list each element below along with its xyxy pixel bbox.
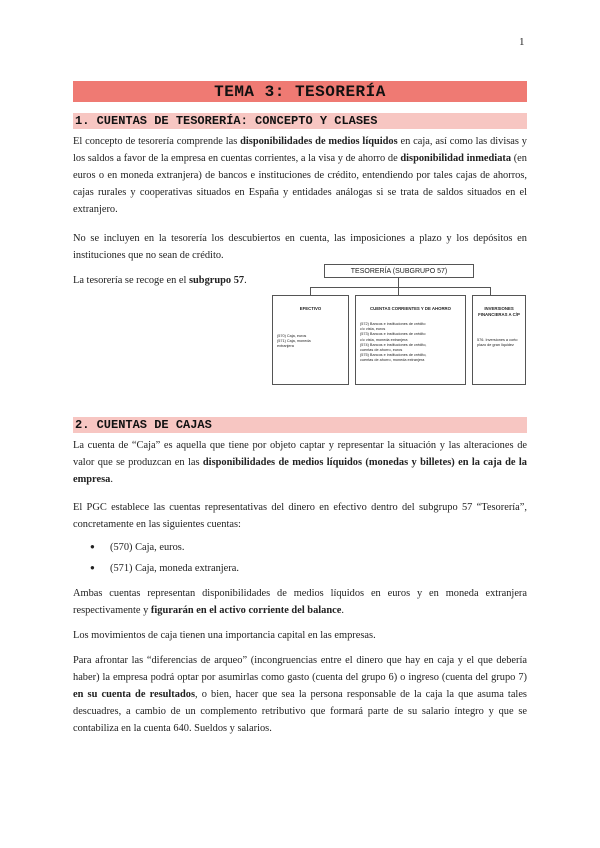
diagram-item: plazo de gran liquidez [477,343,514,348]
diagram-item: extranjera [277,344,294,349]
section-1-paragraph-3: La tesorería se recoge en el subgrupo 57. [73,275,247,286]
diagram-item: (575) Bancos e instituciones de crédito, [360,353,427,358]
diagram-item: 576. Inversiones a corto [477,338,518,342]
diagram-root-box: TESORERÍA (SUBGRUPO 57) [324,264,474,278]
diagram-column-inversiones [472,295,526,385]
diagram-column-heading: CUENTAS CORRIENTES Y DE AHORRO [369,306,451,311]
diagram-item: (570) Caja, euros [277,334,307,338]
diagram-connector [490,287,491,295]
diagram-column-cuentas [355,295,466,385]
section-2-paragraph-3: Ambas cuentas representan disponibilidades de medios líquidos en euros y en moneda extranjera respectivamente y figurarán en el activo corriente del balance. [73,588,527,616]
section-2-paragraph-2: El PGC establece las cuentas representativas del dinero en efectivo dentro del subgrupo 57 “Tesorería”, concretamente en las siguientes cuentas: [73,502,527,530]
bullet-icon: ● [90,542,95,551]
diagram-item: cuentas de ahorro, moneda extranjera [360,358,425,363]
section-1-heading: 1. CUENTAS DE TESORERÍA: CONCEPTO Y CLASES [73,113,527,129]
diagram-column-heading: INVERSIONES FINANCIERAS A C/P [478,306,520,317]
bullet-item: ● (571) Caja, moneda extranjera. [90,559,239,577]
diagram-connector [310,287,490,288]
section-2-paragraph-5: Para afrontar las “diferencias de arqueo” (incongruencias entre el dinero que hay en caja y el que debería haber) la empresa podrá optar por asumirlas como gasto (cuenta del grupo 6) o ingreso (cuenta del grupo 7) en su cuenta de resultados, o bien, hacer que sea la persona responsable de la caja la que asuma tales descuadres, a cambio de un complemento retributivo que formará parte de su salario íntegro y que se contabiliza en la cuenta 640. Sueldos y salarios. [73,655,527,734]
section-2-heading: 2. CUENTAS DE CAJAS [73,417,527,433]
diagram-item: (572) Bancos e instituciones de crédito [360,322,426,326]
diagram-connector [310,287,311,295]
diagram-item: c/c vista, moneda extranjera [360,337,408,342]
diagram-item: c/c vista, euros [360,327,386,332]
section-1-paragraph-2: No se incluyen en la tesorería los descubiertos en cuenta, las imposiciones a plazo y los depósitos en instituciones que no sean de crédito. [73,233,527,261]
document-title: TEMA 3: TESORERÍA [73,81,527,102]
tesoreria-diagram [272,264,526,389]
diagram-item: (573) Bancos e instituciones de crédito [360,332,426,337]
section-2-paragraph-4: Los movimientos de caja tienen una importancia capital en las empresas. [73,630,376,641]
page-number: 1 [519,36,525,48]
diagram-item: (571) Caja, moneda [277,339,311,344]
diagram-item: cuentas de ahorro, euros [360,348,403,353]
section-2-paragraph-1: La cuenta de “Caja” es aquella que tiene por objeto captar y representar la situación y las alteraciones de valor que se produzcan en las disponibilidades de medios líquidos (monedas y billetes) en la caja de la empresa. [73,440,527,485]
bullet-item: ● (570) Caja, euros. [90,538,184,556]
diagram-column-heading: EFECTIVO [299,306,322,311]
diagram-item: (574) Bancos e instituciones de crédito, [360,342,427,347]
section-1-paragraph-1: El concepto de tesorería comprende las disponibilidades de medios líquidos en caja, así como las divisas y los saldos a favor de la empresa en cuentas corrientes, a la visa y de ahorro de disponibilidad inmediata (en euros o en moneda extranjera) de bancos e instituciones de crédito, entendiendo por tales cajas de ahorros, cajas rurales y cooperativas situados en España y entidades análogas si se trata de saldos situados en el extranjero. [73,136,527,215]
diagram-connector [398,287,399,295]
diagram-column-efectivo [272,295,349,385]
bullet-icon: ● [90,563,95,572]
